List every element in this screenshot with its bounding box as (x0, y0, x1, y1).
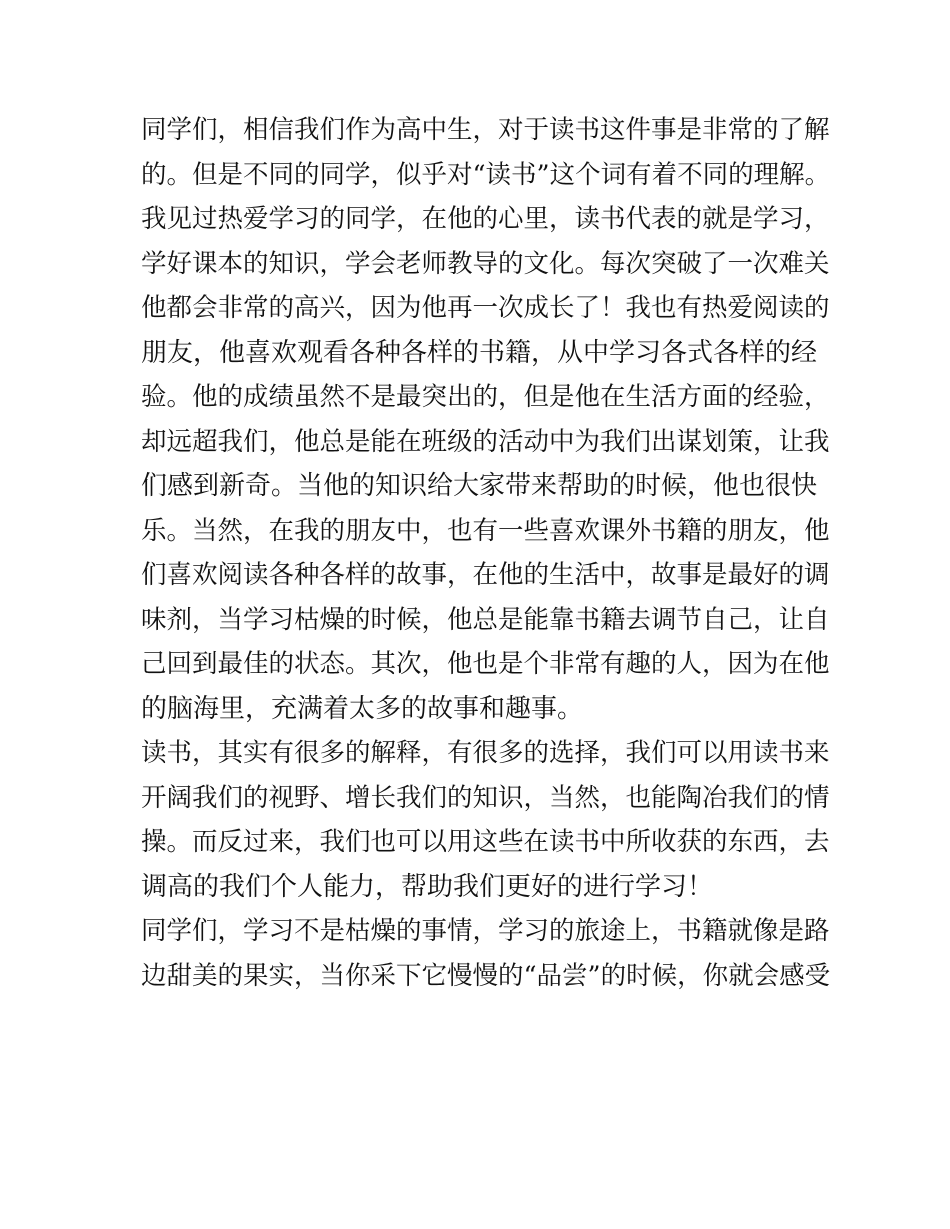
text-line: 朋友，他喜欢观看各种各样的书籍，从中学习各式各样的经 (141, 337, 818, 368)
text-line: 己回到最佳的状态。其次，他也是个非常有趣的人，因为在他 (141, 649, 830, 679)
document-body (141, 108, 831, 998)
text-line: 读书，其实有很多的解释，有很多的选择，我们可以用读书来 (141, 738, 830, 768)
text-line: 开阔我们的视野、增长我们的知识，当然，也能陶冶我们的情 (141, 782, 830, 813)
text-line: 同学们，相信我们作为高中生，对于读书这件事是非常的了解 (141, 115, 830, 145)
text-line: 他都会非常的高兴，因为他再一次成长了！我也有热爱阅读的 (141, 293, 830, 323)
text-line: 的脑海里，充满着太多的故事和趣事。 (141, 693, 584, 724)
text-line: 的。但是不同的同学，似乎对“读书”这个词有着不同的理解。 (141, 159, 831, 190)
text-line: 调高的我们个人能力，帮助我们更好的进行学习！ (141, 871, 714, 902)
text-line: 们感到新奇。当他的知识给大家带来帮助的时候，他也很快 (141, 471, 818, 501)
text-line: 味剂，当学习枯燥的时候，他总是能靠书籍去调节自己，让自 (141, 604, 830, 635)
text-line: 操。而反过来，我们也可以用这些在读书中所收获的东西，去 (141, 827, 830, 857)
text-line: 同学们，学习不是枯燥的事情，学习的旅途上，书籍就像是路 (141, 916, 830, 946)
text-line: 学好课本的知识，学会老师教导的文化。每次突破了一次难关 (141, 248, 830, 279)
text-line: 验。他的成绩虽然不是最突出的，但是他在生活方面的经验， (141, 382, 830, 412)
text-line: 们喜欢阅读各种各样的故事，在他的生活中，故事是最好的调 (141, 560, 830, 590)
text-line: 边甜美的果实，当你采下它慢慢的“品尝”的时候，你就会感受 (141, 960, 831, 991)
text-line: 乐。当然，在我的朋友中，也有一些喜欢课外书籍的朋友，他 (141, 515, 830, 546)
text-line: 我见过热爱学习的同学，在他的心里，读书代表的就是学习， (141, 204, 830, 234)
text-line: 却远超我们，他总是能在班级的活动中为我们出谋划策，让我 (141, 426, 830, 457)
